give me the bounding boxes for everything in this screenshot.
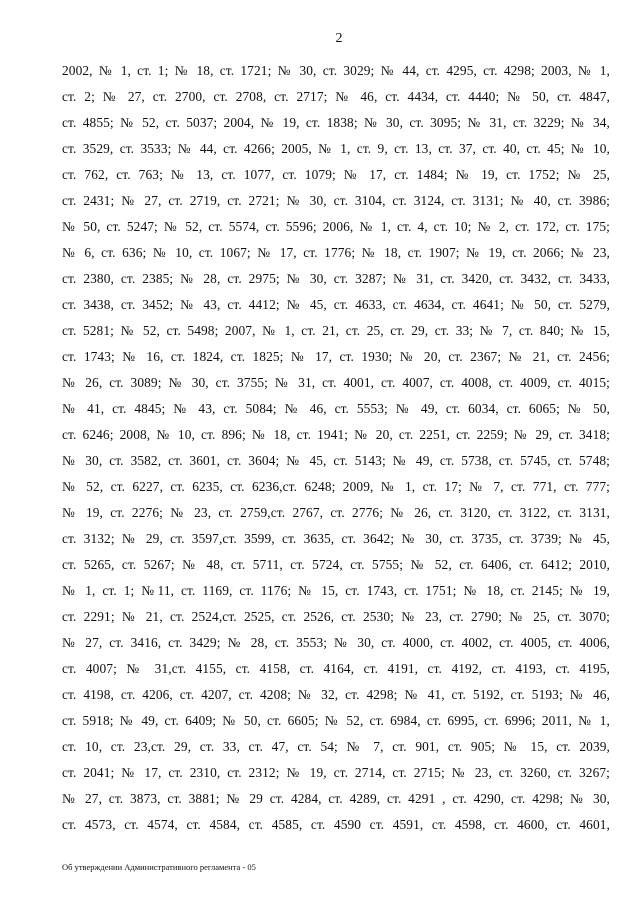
page-number: 2 xyxy=(335,31,343,46)
text-line: ст. 3132; № 29, ст. 3597,ст. 3599, ст. 3635, ст. 3642; № 30, ст. 3735, ст. 3739; № 45, xyxy=(62,531,610,546)
text-line: ст. 3438, ст. 3452; № 43, ст. 4412; № 45, ст. 4633, ст. 4634, ст. 4641; № 50, ст. 5279, xyxy=(62,297,610,312)
text-line: ст. 2; № 27, ст. 2700, ст. 2708, ст. 2717; № 46, ст. 4434, ст. 4440; № 50, ст. 4847, xyxy=(62,89,610,104)
text-line: ст. 2041; № 17, ст. 2310, ст. 2312; № 19, ст. 2714, ст. 2715; № 23, ст. 3260, ст. 3267; xyxy=(62,765,610,780)
text-line: ст. 762, ст. 763; № 13, ст. 1077, ст. 1079; № 17, ст. 1484; № 19, ст. 1752; № 25, xyxy=(62,167,610,182)
text-line: ст. 3529, ст. 3533; № 44, ст. 4266; 2005, № 1, ст. 9, ст. 13, ст. 37, ст. 40, ст. 45; № 10, xyxy=(62,141,610,156)
text-line: ст. 4855; № 52, ст. 5037; 2004, № 19, ст. 1838; № 30, ст. 3095; № 31, ст. 3229; № 34, xyxy=(62,115,610,130)
text-line: ст. 4198, ст. 4206, ст. 4207, ст. 4208; № 32, ст. 4298; № 41, ст. 5192, ст. 5193; № 46, xyxy=(62,687,610,702)
text-line: ст. 4007; № 31,ст. 4155, ст. 4158, ст. 4164, ст. 4191, ст. 4192, ст. 4193, ст. 4195, xyxy=(62,661,610,676)
text-line: 2002, № 1, ст. 1; № 18, ст. 1721; № 30, ст. 3029; № 44, ст. 4295, ст. 4298; 2003, № 1, xyxy=(62,63,610,78)
text-line: № 50, ст. 5247; № 52, ст. 5574, ст. 5596; 2006, № 1, ст. 4, ст. 10; № 2, ст. 172, ст. 175; xyxy=(62,219,610,234)
text-line: № 41, ст. 4845; № 43, ст. 5084; № 46, ст. 5553; № 49, ст. 6034, ст. 6065; № 50, xyxy=(62,401,610,416)
text-line: № 27, ст. 3416, ст. 3429; № 28, ст. 3553; № 30, ст. 4000, ст. 4002, ст. 4005, ст. 4006, xyxy=(62,635,610,650)
text-line: № 6, ст. 636; № 10, ст. 1067; № 17, ст. 1776; № 18, ст. 1907; № 19, ст. 2066; № 23, xyxy=(62,245,610,260)
text-line: № 30, ст. 3582, ст. 3601, ст. 3604; № 45, ст. 5143; № 49, ст. 5738, ст. 5745, ст. 5748; xyxy=(62,453,610,468)
text-line: ст. 6246; 2008, № 10, ст. 896; № 18, ст. 1941; № 20, ст. 2251, ст. 2259; № 29, ст. 3418; xyxy=(62,427,610,442)
text-line: ст. 2291; № 21, ст. 2524,ст. 2525, ст. 2526, ст. 2530; № 23, ст. 2790; № 25, ст. 3070; xyxy=(62,609,610,624)
text-line: ст. 1743; № 16, ст. 1824, ст. 1825; № 17, ст. 1930; № 20, ст. 2367; № 21, ст. 2456; xyxy=(62,349,610,364)
text-line: ст. 5265, ст. 5267; № 48, ст. 5711, ст. 5724, ст. 5755; № 52, ст. 6406, ст. 6412; 2010, xyxy=(62,557,610,572)
text-line: ст. 5281; № 52, ст. 5498; 2007, № 1, ст. 21, ст. 25, ст. 29, ст. 33; № 7, ст. 840; № 15, xyxy=(62,323,610,338)
text-line: ст. 2431; № 27, ст. 2719, ст. 2721; № 30, ст. 3104, ст. 3124, ст. 3131; № 40, ст. 3986; xyxy=(62,193,610,208)
text-line: ст. 4573, ст. 4574, ст. 4584, ст. 4585, ст. 4590 ст. 4591, ст. 4598, ст. 4600, ст. 4601, xyxy=(62,817,610,832)
text-line: № 52, ст. 6227, ст. 6235, ст. 6236,ст. 6248; 2009, № 1, ст. 17; № 7, ст. 771, ст. 777; xyxy=(62,479,610,494)
text-line: № 26, ст. 3089; № 30, ст. 3755; № 31, ст. 4001, ст. 4007, ст. 4008, ст. 4009, ст. 4015; xyxy=(62,375,610,390)
text-line: ст. 10, ст. 23,ст. 29, ст. 33, ст. 47, ст. 54; № 7, ст. 901, ст. 905; № 15, ст. 2039, xyxy=(62,739,610,754)
text-line: ст. 5918; № 49, ст. 6409; № 50, ст. 6605; № 52, ст. 6984, ст. 6995, ст. 6996; 2011, № 1, xyxy=(62,713,610,728)
text-line: № 27, ст. 3873, ст. 3881; № 29 ст. 4284, ст. 4289, ст. 4291 , ст. 4290, ст. 4298; № 30, xyxy=(62,791,610,806)
text-line: № 1, ст. 1; №11, ст. 1169, ст. 1176; № 15, ст. 1743, ст. 1751; № 18, ст. 2145; № 19, xyxy=(62,583,610,598)
footer-note: Об утверждении Административного регламента - 05 xyxy=(62,862,256,872)
text-line: ст. 2380, ст. 2385; № 28, ст. 2975; № 30, ст. 3287; № 31, ст. 3420, ст. 3432, ст. 3433, xyxy=(62,271,610,286)
text-line: № 19, ст. 2276; № 23, ст. 2759,ст. 2767, ст. 2776; № 26, ст. 3120, ст. 3122, ст. 3131, xyxy=(62,505,610,520)
body-text xyxy=(62,58,610,838)
